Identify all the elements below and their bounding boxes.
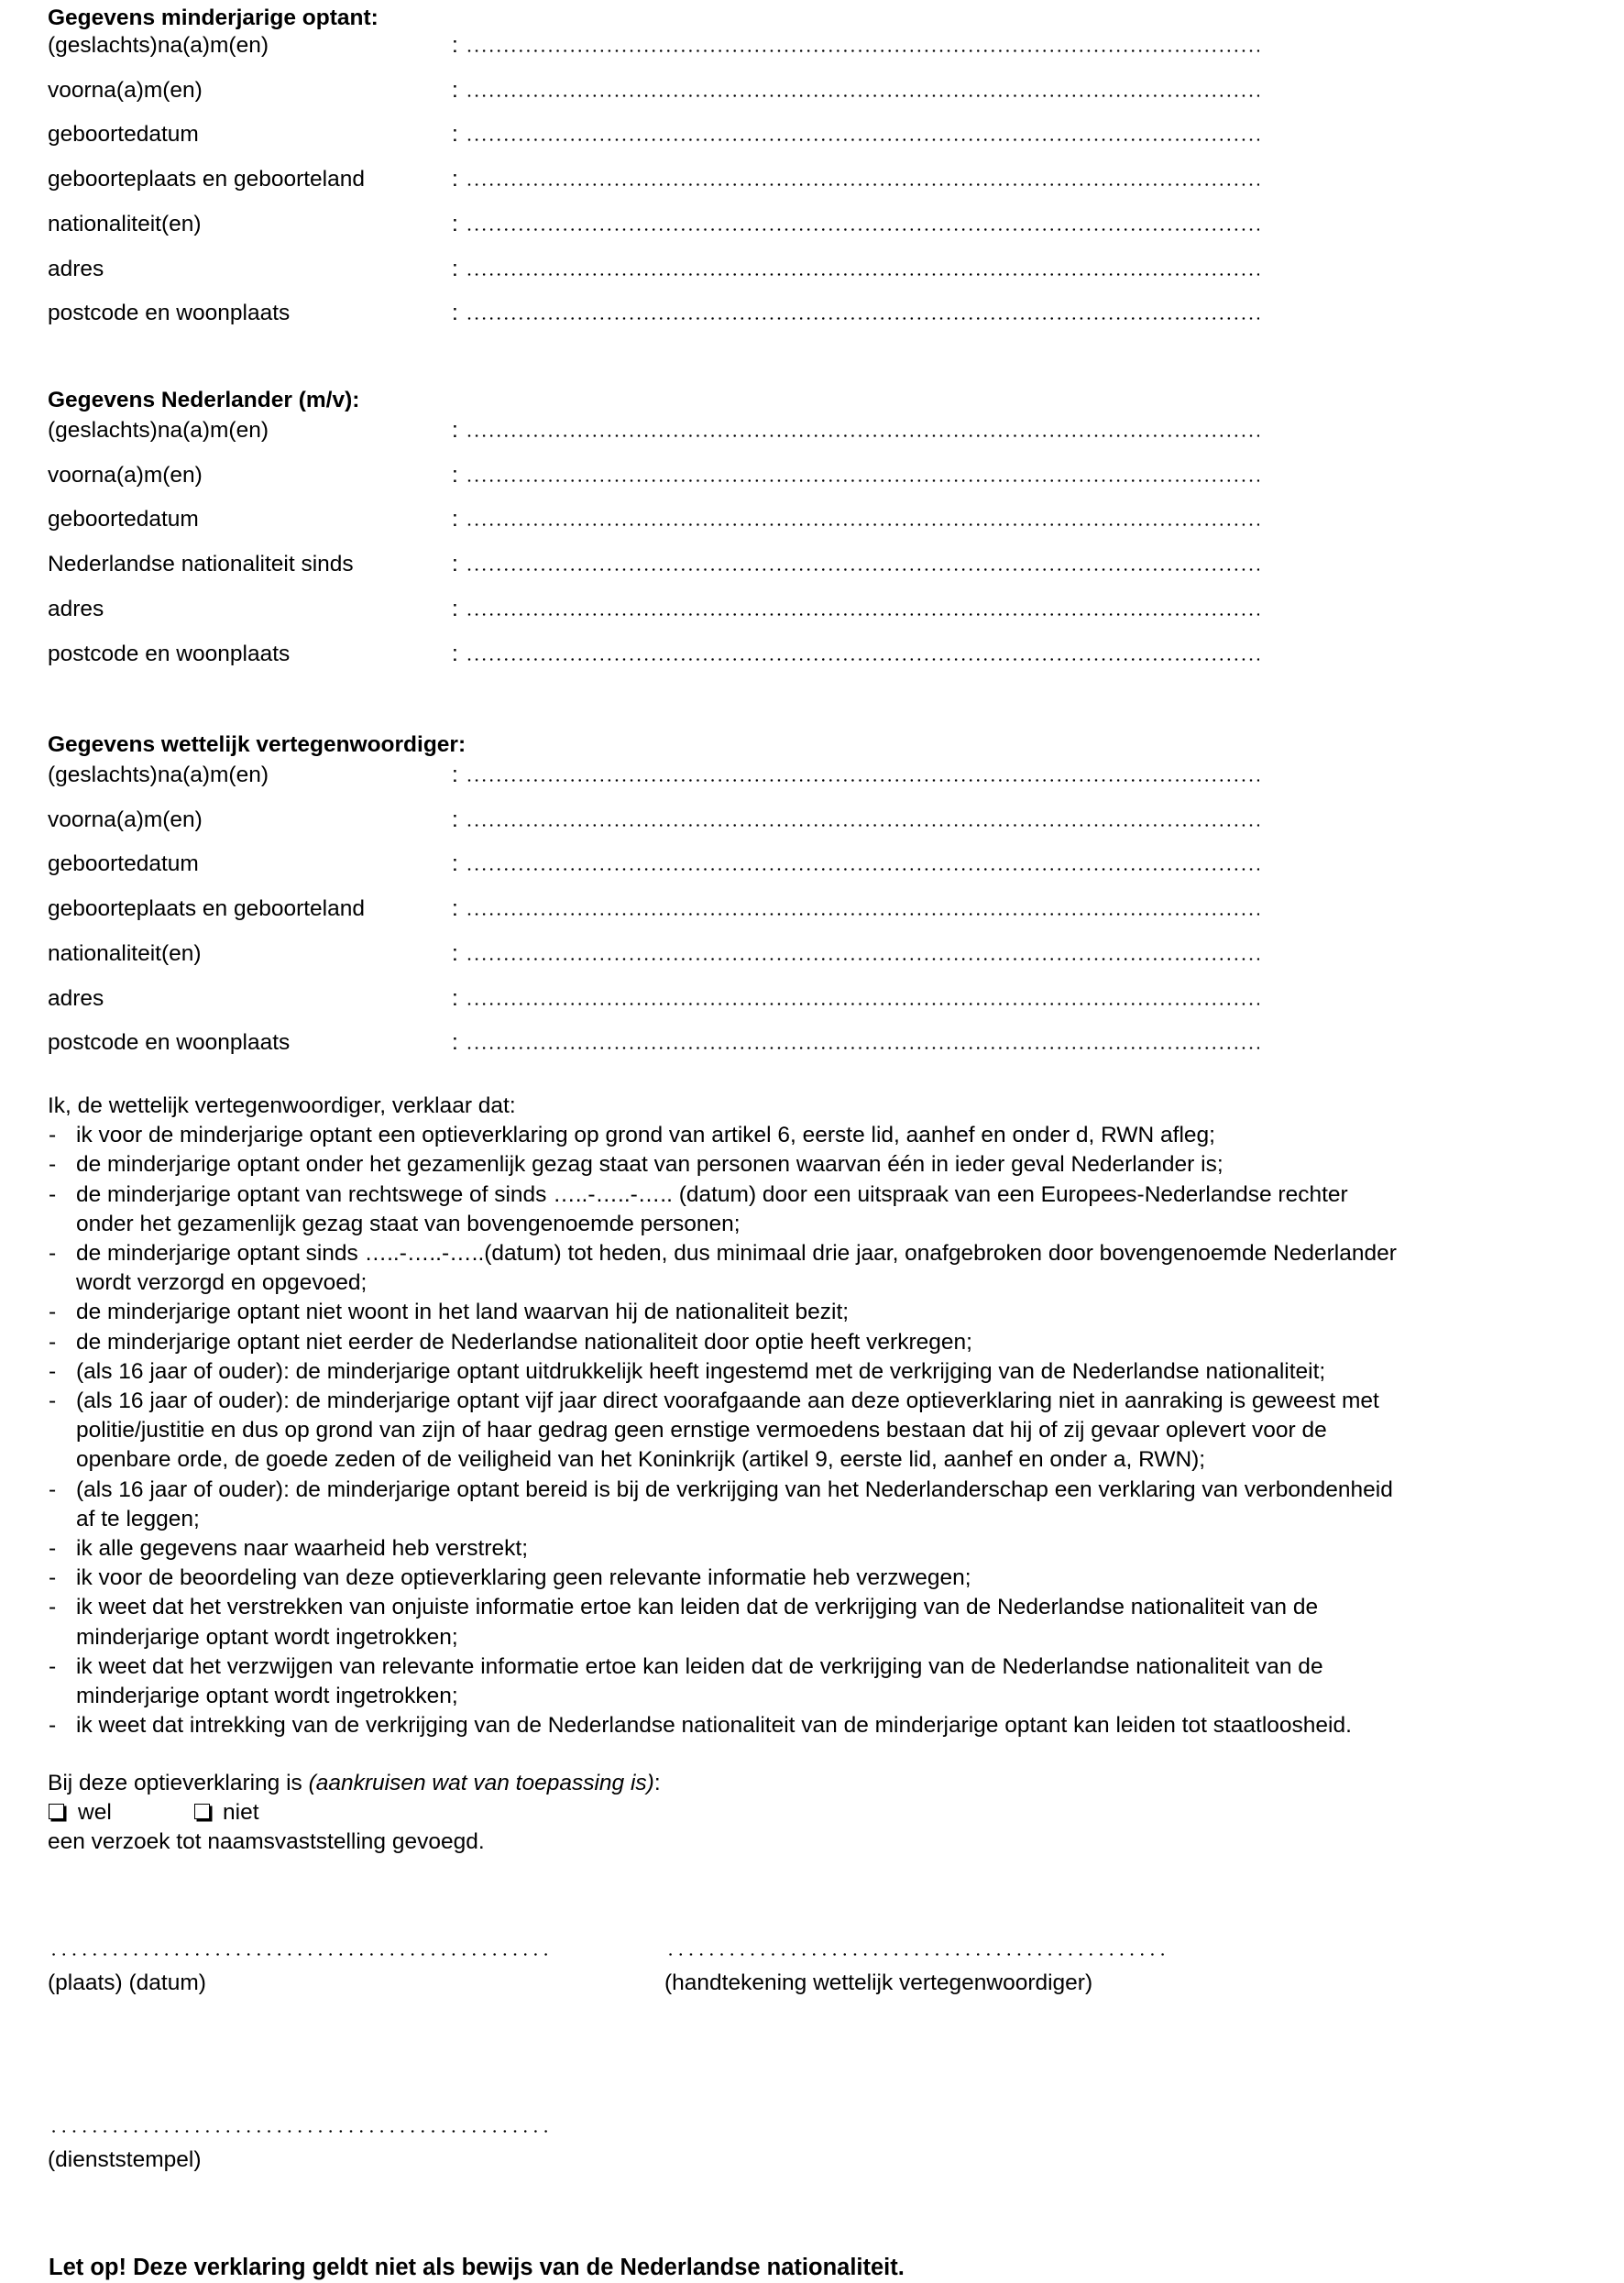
declaration-item-text: minderjarige optant wordt ingetrokken; <box>76 1684 458 1708</box>
field-input-line[interactable] <box>466 49 1259 52</box>
option-wel-label: wel <box>78 1800 112 1825</box>
field-label: geboortedatum <box>48 507 199 532</box>
declaration-item-text: politie/justitie en dus op grond van zijn of haar gedrag geen ernstige vermoedens bestaan dat hij of zij gevaar oplevert voor de <box>76 1418 1327 1443</box>
field-input-line[interactable] <box>466 434 1259 437</box>
field-label: geboorteplaats en geboorteland <box>48 896 366 922</box>
declaration-item-text: wordt verzorgd en opgevoed; <box>76 1270 368 1296</box>
declaration-item-text: minderjarige optant wordt ingetrokken; <box>76 1624 458 1650</box>
declaration-item-text: de minderjarige optant sinds …..-…..-…..(datum) tot heden, dus minimaal drie jaar, onafgebroken door bovengenoemde Nederlander <box>76 1241 1397 1266</box>
signature-label: (handtekening wettelijk vertegenwoordiger) <box>664 1970 1093 1995</box>
bullet-dash: - <box>49 1358 57 1384</box>
field-colon: : <box>452 552 458 577</box>
field-colon: : <box>452 807 458 832</box>
field-input-line[interactable] <box>466 658 1259 661</box>
field-input-line[interactable] <box>466 479 1259 482</box>
declaration-item-text: de minderjarige optant onder het gezamenlijk gezag staat van personen waarvan één in ieder geval Nederlander is; <box>76 1152 1223 1178</box>
field-input-line[interactable] <box>466 613 1259 616</box>
signature-line[interactable] <box>665 1953 1168 1956</box>
field-label: voorna(a)m(en) <box>48 77 203 103</box>
place-date-line[interactable] <box>49 1953 548 1956</box>
option-niet-label: niet <box>223 1800 259 1825</box>
field-label: adres <box>48 985 104 1011</box>
field-colon: : <box>452 1030 458 1056</box>
field-input-line[interactable] <box>466 228 1259 231</box>
field-label: postcode en woonplaats <box>48 1030 291 1056</box>
declaration-intro: Ik, de wettelijk vertegenwoordiger, verklaar dat: <box>48 1093 516 1118</box>
field-colon: : <box>452 167 458 192</box>
declaration-item-text: ik voor de beoordeling van deze optieverklaring geen relevante informatie heb verzwegen; <box>76 1565 971 1591</box>
bullet-dash: - <box>49 1152 57 1178</box>
stamp-line[interactable] <box>49 2130 548 2133</box>
declaration-item-text: af te leggen; <box>76 1506 200 1531</box>
declaration-item-text: ik voor de minderjarige optant een optieverklaring op grond van artikel 6, eerste lid, aanhef en onder d, RWN afleg; <box>76 1123 1215 1148</box>
field-input-line[interactable] <box>466 868 1259 871</box>
place-date-label: (plaats) (datum) <box>48 1970 206 1995</box>
declaration-item-text: de minderjarige optant van rechtswege of sinds …..-…..-….. (datum) door een uitspraak van een Europees-Nederlandse rechter <box>76 1181 1348 1207</box>
field-colon: : <box>452 122 458 148</box>
declaration-item-text: de minderjarige optant niet eerder de Nederlandse nationaliteit door optie heeft verkregen; <box>76 1329 972 1355</box>
declaration-item-text: ik weet dat het verstrekken van onjuiste informatie ertoe kan leiden dat de verkrijging van de Nederlandse nationaliteit van de <box>76 1595 1319 1620</box>
field-input-line[interactable] <box>466 138 1259 141</box>
field-label: nationaliteit(en) <box>48 211 202 236</box>
section-heading: Gegevens Nederlander (m/v): <box>48 388 360 412</box>
field-colon: : <box>452 851 458 877</box>
declaration-item-text: openbare orde, de goede zeden of de veiligheid van het Koninkrijk (artikel 9, eerste lid, aanhef en onder a, RWN); <box>76 1447 1206 1473</box>
field-colon: : <box>452 940 458 966</box>
field-colon: : <box>452 211 458 236</box>
bullet-dash: - <box>49 1329 57 1355</box>
field-label: (geslachts)na(a)m(en) <box>48 33 269 58</box>
field-colon: : <box>452 462 458 488</box>
bullet-dash: - <box>49 1595 57 1620</box>
field-colon: : <box>452 33 458 58</box>
field-label: geboortedatum <box>48 122 199 148</box>
field-colon: : <box>452 641 458 666</box>
field-input-line[interactable] <box>466 317 1259 320</box>
field-label: voorna(a)m(en) <box>48 807 203 832</box>
attachment-intro-text: Bij deze optieverklaring is <box>48 1771 309 1795</box>
field-colon: : <box>452 507 458 532</box>
field-input-line[interactable] <box>466 1003 1259 1005</box>
field-input-line[interactable] <box>466 1047 1259 1049</box>
declaration-item-text: ik weet dat intrekking van de verkrijging van de Nederlandse nationaliteit van de minderjarige optant kan leiden tot staatloosheid. <box>76 1713 1352 1739</box>
field-colon: : <box>452 985 458 1011</box>
field-label: nationaliteit(en) <box>48 940 202 966</box>
bullet-dash: - <box>49 1388 57 1413</box>
field-input-line[interactable] <box>466 779 1259 782</box>
attachment-intro-italic: (aankruisen wat van toepassing is) <box>308 1771 654 1795</box>
field-label: adres <box>48 596 104 621</box>
bullet-dash: - <box>49 1241 57 1266</box>
field-input-line[interactable] <box>466 183 1259 186</box>
field-label: adres <box>48 256 104 281</box>
declaration-item-text: (als 16 jaar of ouder): de minderjarige optant uitdrukkelijk heeft ingestemd met de verkrijging van de Nederlandse nationaliteit; <box>76 1358 1326 1384</box>
field-input-line[interactable] <box>466 824 1259 827</box>
field-label: postcode en woonplaats <box>48 641 291 666</box>
bullet-dash: - <box>49 1476 57 1502</box>
field-label: postcode en woonplaats <box>48 301 291 326</box>
field-colon: : <box>452 418 458 443</box>
field-colon: : <box>452 763 458 787</box>
field-label: geboortedatum <box>48 851 199 877</box>
bullet-dash: - <box>49 1536 57 1561</box>
bullet-dash: - <box>49 1653 57 1679</box>
warning-note: Let op! Deze verklaring geldt niet als bewijs van de Nederlandse nationaliteit. <box>49 2255 905 2280</box>
declaration-item-text: ik weet dat het verzwijgen van relevante informatie ertoe kan leiden dat de verkrijging van de Nederlandse nationaliteit van de <box>76 1653 1323 1679</box>
field-input-line[interactable] <box>466 958 1259 960</box>
section-heading: Gegevens wettelijk vertegenwoordiger: <box>48 732 466 757</box>
attachment-intro-suffix: : <box>653 1771 661 1795</box>
field-input-line[interactable] <box>466 523 1259 526</box>
field-label: (geslachts)na(a)m(en) <box>48 418 269 443</box>
field-input-line[interactable] <box>466 568 1259 571</box>
bullet-dash: - <box>49 1565 57 1591</box>
field-colon: : <box>452 77 458 103</box>
declaration-item-text: onder het gezamenlijk gezag staat van bovengenoemde personen; <box>76 1211 741 1236</box>
declaration-item-text: de minderjarige optant niet woont in het land waarvan hij de nationaliteit bezit; <box>76 1300 850 1325</box>
bullet-dash: - <box>49 1181 57 1207</box>
bullet-dash: - <box>49 1713 57 1739</box>
checkbox-icon[interactable] <box>194 1804 210 1819</box>
field-label: Nederlandse nationaliteit sinds <box>48 552 354 577</box>
field-input-line[interactable] <box>466 273 1259 276</box>
field-label: geboorteplaats en geboorteland <box>48 167 366 192</box>
field-colon: : <box>452 256 458 281</box>
declaration-item-text: (als 16 jaar of ouder): de minderjarige optant bereid is bij de verkrijging van het Nederlanderschap een verklaring van verbondenheid <box>76 1476 1393 1502</box>
field-label: (geslachts)na(a)m(en) <box>48 763 269 787</box>
declaration-item-text: ik alle gegevens naar waarheid heb verstrekt; <box>76 1536 529 1561</box>
attachment-intro <box>48 1771 661 1796</box>
attachment-outro: een verzoek tot naamsvaststelling gevoegd. <box>48 1829 485 1854</box>
field-input-line[interactable] <box>466 913 1259 916</box>
field-input-line[interactable] <box>466 94 1259 97</box>
stamp-label: (dienststempel) <box>48 2147 202 2172</box>
section-heading: Gegevens minderjarige optant: <box>48 5 379 30</box>
field-colon: : <box>452 896 458 922</box>
field-colon: : <box>452 301 458 326</box>
field-label: voorna(a)m(en) <box>48 462 203 488</box>
checkbox-icon[interactable] <box>49 1804 64 1819</box>
declaration-item-text: (als 16 jaar of ouder): de minderjarige optant vijf jaar direct voorafgaande aan deze optieverklaring niet in aanraking is geweest met <box>76 1388 1379 1413</box>
bullet-dash: - <box>49 1123 57 1148</box>
field-colon: : <box>452 596 458 621</box>
bullet-dash: - <box>49 1300 57 1325</box>
